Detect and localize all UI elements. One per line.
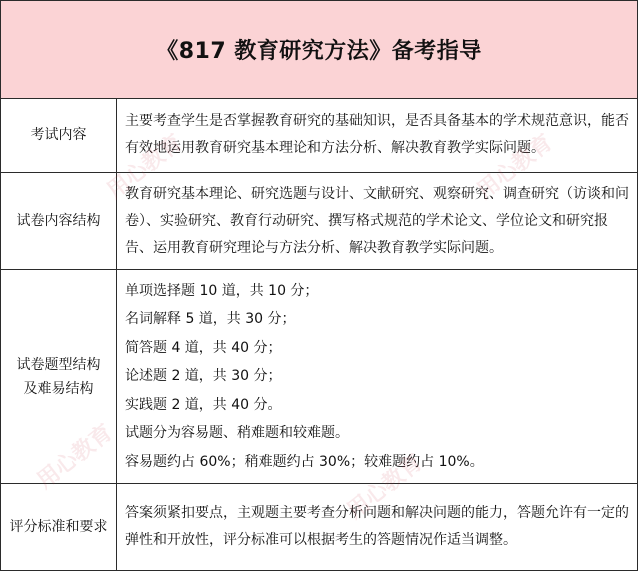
table-row-question-types bbox=[1, 270, 637, 484]
watermark: 用心教育 bbox=[102, 130, 188, 205]
row-label: 评分标准和要求 bbox=[1, 484, 117, 570]
list-item: 容易题约占 60%；稍难题约占 30%；较难题约占 10%。 bbox=[125, 453, 484, 470]
title-header bbox=[1, 1, 637, 99]
row-content bbox=[117, 484, 637, 570]
row-label bbox=[1, 270, 117, 483]
row-content bbox=[117, 98, 637, 172]
page-title: 《817 教育研究方法》备考指导 bbox=[156, 39, 482, 64]
row-label-line: 试卷题型结构 bbox=[16, 356, 101, 373]
watermark: 用心教育 bbox=[342, 450, 428, 525]
row-content bbox=[117, 173, 637, 269]
list-item: 试题分为容易题、稍难题和较难题。 bbox=[125, 425, 349, 442]
list-item: 单项选择题 10 道，共 10 分； bbox=[125, 282, 319, 299]
list-item: 简答题 4 道，共 40 分； bbox=[125, 339, 282, 356]
row-text: 答案须紧扣要点，主观题主要考查分析问题和解决问题的能力，答题允许有一定的弹性和开放性，评分标准可以根据考生的答题情况作适当调整。 bbox=[125, 505, 629, 548]
row-content bbox=[117, 270, 637, 483]
table-row-exam-content bbox=[1, 98, 637, 173]
row-label-line: 及难易结构 bbox=[23, 380, 94, 397]
list-item: 名词解释 5 道，共 30 分； bbox=[125, 311, 296, 328]
list-item: 论述题 2 道，共 30 分； bbox=[125, 368, 282, 385]
watermark: 用心教育 bbox=[32, 420, 118, 495]
row-label: 试卷内容结构 bbox=[1, 173, 117, 269]
row-text: 教育研究基本理论、研究选题与设计、文献研究、观察研究、调查研究（访谈和问卷）、实验研究、教育行动研究、撰写格式规范的学术论文、学位论文和研究报告、运用教育研究理论与方法分析、解决教育教学实际问题。 bbox=[125, 185, 629, 256]
table-row-grading bbox=[1, 484, 637, 570]
list-item: 实践题 2 道，共 40 分。 bbox=[125, 396, 282, 413]
table-row-paper-structure bbox=[1, 173, 637, 270]
row-text: 主要考查学生是否掌握教育研究的基础知识，是否具备基本的学术规范意识，能否有效地运用教育研究基本理论和方法分析、解决教育教学实际问题。 bbox=[125, 113, 629, 156]
watermark: 用心教育 bbox=[472, 130, 558, 205]
row-label: 考试内容 bbox=[1, 98, 117, 172]
